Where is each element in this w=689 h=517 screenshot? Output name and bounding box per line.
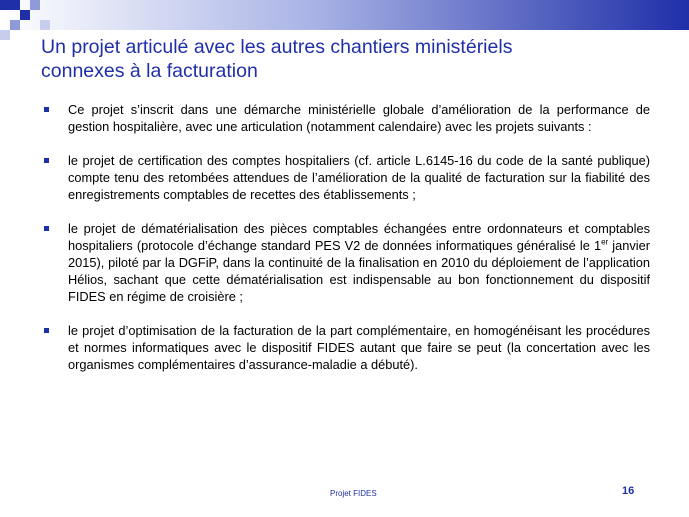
- bullet-text: Ce projet s’inscrit dans une démarche ministérielle globale d’amélioration de la performance de gestion hospitalière, avec une articulation (notamment calendaire) avec les projets suivants :: [68, 102, 650, 134]
- bullet-text-after: janvier 2015), piloté par la DGFiP, dans la continuité de la finalisation en 2010 du déploiement de l’application Hélios, sachant que cette dématérialisation est indispensable au bon fonctionnement du dispositif FIDES en régime de croisière ;: [68, 238, 650, 304]
- decorative-square: [30, 0, 40, 10]
- decorative-square: [10, 20, 20, 30]
- decorative-square: [40, 20, 50, 30]
- footer-label: Projet FIDES: [330, 489, 377, 498]
- bullet-item: [40, 152, 650, 203]
- bullet-item: [40, 101, 650, 135]
- bullet-square-icon: [44, 158, 49, 163]
- bullet-item: [40, 220, 650, 305]
- bullet-item: [40, 322, 650, 373]
- decorative-square: [0, 30, 10, 40]
- slide-title-line-2: connexes à la facturation: [41, 60, 258, 82]
- bullet-text: le projet de certification des comptes hospitaliers (cf. article L.6145-16 du code de la santé publique) compte tenu des retombées attendues de l’amélioration de la qualité de facturation sur la fiabilité des enregistrements comptables de recettes des établissements ;: [68, 153, 650, 202]
- slide-title-line-1: Un projet articulé avec les autres chantiers ministériels: [41, 36, 513, 58]
- bullet-text: le projet d’optimisation de la facturation de la part complémentaire, en homogénéisant les procédures et normes informatiques avec le dispositif FIDES autant que faire se peut (la concertation avec les organismes complémentaires d’assurance-maladie a débuté).: [68, 323, 650, 372]
- bullet-text-before: le projet de dématérialisation des pièces comptables échangées entre ordonnateurs et comptables hospitaliers (protocole d’échange standard PES V2 de données informatiques généralisé le 1: [68, 221, 650, 253]
- bullet-square-icon: [44, 328, 49, 333]
- bullet-superscript: er: [601, 237, 609, 247]
- bullet-square-icon: [44, 107, 49, 112]
- header-gradient-bar: [0, 0, 689, 30]
- decorative-square: [20, 10, 30, 20]
- bullet-list: [40, 101, 650, 373]
- slide-title: [41, 35, 661, 83]
- decorative-square: [0, 0, 20, 10]
- page-number: 16: [622, 485, 635, 497]
- bullet-square-icon: [44, 226, 49, 231]
